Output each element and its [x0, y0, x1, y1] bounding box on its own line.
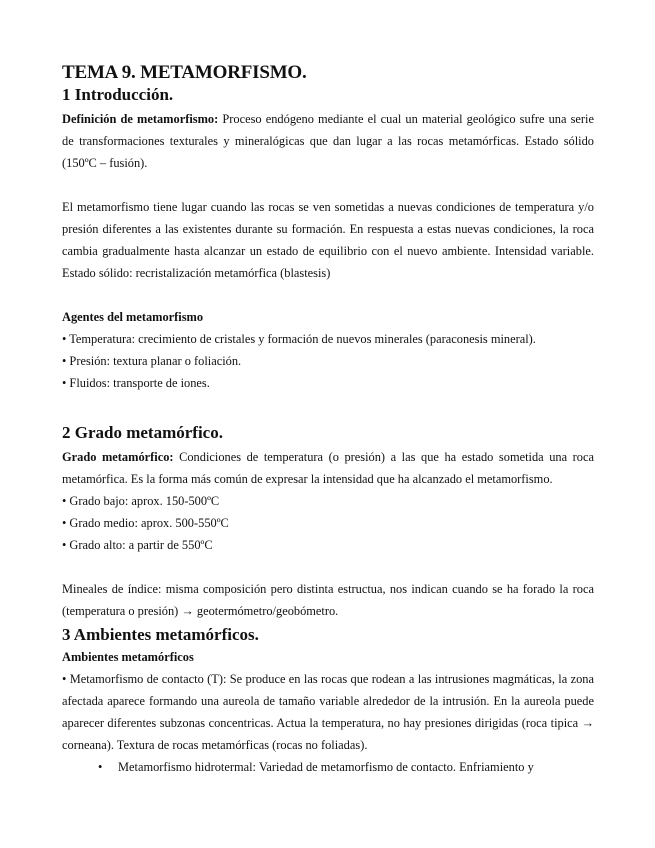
- definition-label: Definición de metamorfismo:: [62, 112, 219, 126]
- environments-subheading: Ambientes metamórficos: [62, 650, 194, 664]
- bullet: •: [98, 760, 103, 774]
- grade-label: Grado metamórfico:: [62, 450, 174, 464]
- list-item: • Fluidos: transporte de iones.: [62, 376, 210, 390]
- list-item: • Grado medio: aprox. 500-550ºC: [62, 516, 229, 530]
- grade-paragraph: [62, 446, 594, 490]
- contact-metamorphism-paragraph: • Metamorfismo de contacto (T): Se produce en las rocas que rodean a las intrusiones magmáticas, la zona afectada aparece formando una aureola de tamaño variable alrededor de la intrusión. En la aureola puede aparecer diferentes subzonas concentricas. Actua la temperatura, no hay presiones dirigidas (roca tipica → corneana). Textura de rocas metamórficas (rocas no foliadas).: [62, 672, 594, 752]
- definition-text: Proceso endógeno mediante el cual un material geológico sufre una serie de transformaciones texturales y mineralógicas que dan lugar a las rocas metamórficas. Estado sólido (150ºC – fusión).: [62, 112, 594, 170]
- list-item: • Presión: textura planar o foliación.: [62, 354, 242, 368]
- list-item: • Grado alto: a partir de 550ºC: [62, 538, 213, 552]
- section-heading-grade: 2 Grado metamórfico.: [62, 423, 223, 442]
- index-minerals-paragraph: Mineales de índice: misma composición pero distinta estructua, nos indican cuando se ha forado la roca (temperatura o presión) → geotermómetro/geobómetro.: [62, 582, 594, 618]
- document-title: TEMA 9. METAMORFISMO.: [62, 62, 307, 83]
- hydrothermal-text: Metamorfismo hidrotermal: Variedad de metamorfismo de contacto. Enfriamiento y: [118, 760, 534, 774]
- grade-text: Condiciones de temperatura (o presión) a las que ha estado sometida una roca metamórfica. Es la forma más común de expresar la intensidad que ha alcanzado el metamorfismo.: [62, 450, 594, 486]
- definition-paragraph: [62, 108, 594, 174]
- list-item: • Grado bajo: aprox. 150-500ºC: [62, 494, 220, 508]
- list-item: [62, 756, 594, 778]
- document-page: [62, 62, 594, 778]
- agents-heading: Agentes del metamorfismo: [62, 310, 204, 324]
- section-heading-intro: 1 Introducción.: [62, 85, 174, 104]
- section-heading-environments: 3 Ambientes metamórficos.: [62, 625, 259, 644]
- list-item: • Temperatura: crecimiento de cristales y formación de nuevos minerales (paraconesis mineral).: [62, 332, 536, 346]
- intro-paragraph: El metamorfismo tiene lugar cuando las rocas se ven sometidas a nuevas condiciones de temperatura y/o presión diferentes a las existentes durante su formación. En respuesta a estas nuevas condiciones, la roca cambia gradualmente hasta alcanzar un estado de equilibrio con el nuevo ambiente. Intensidad variable. Estado sólido: recristalización metamórfica (blastesis): [62, 200, 594, 280]
